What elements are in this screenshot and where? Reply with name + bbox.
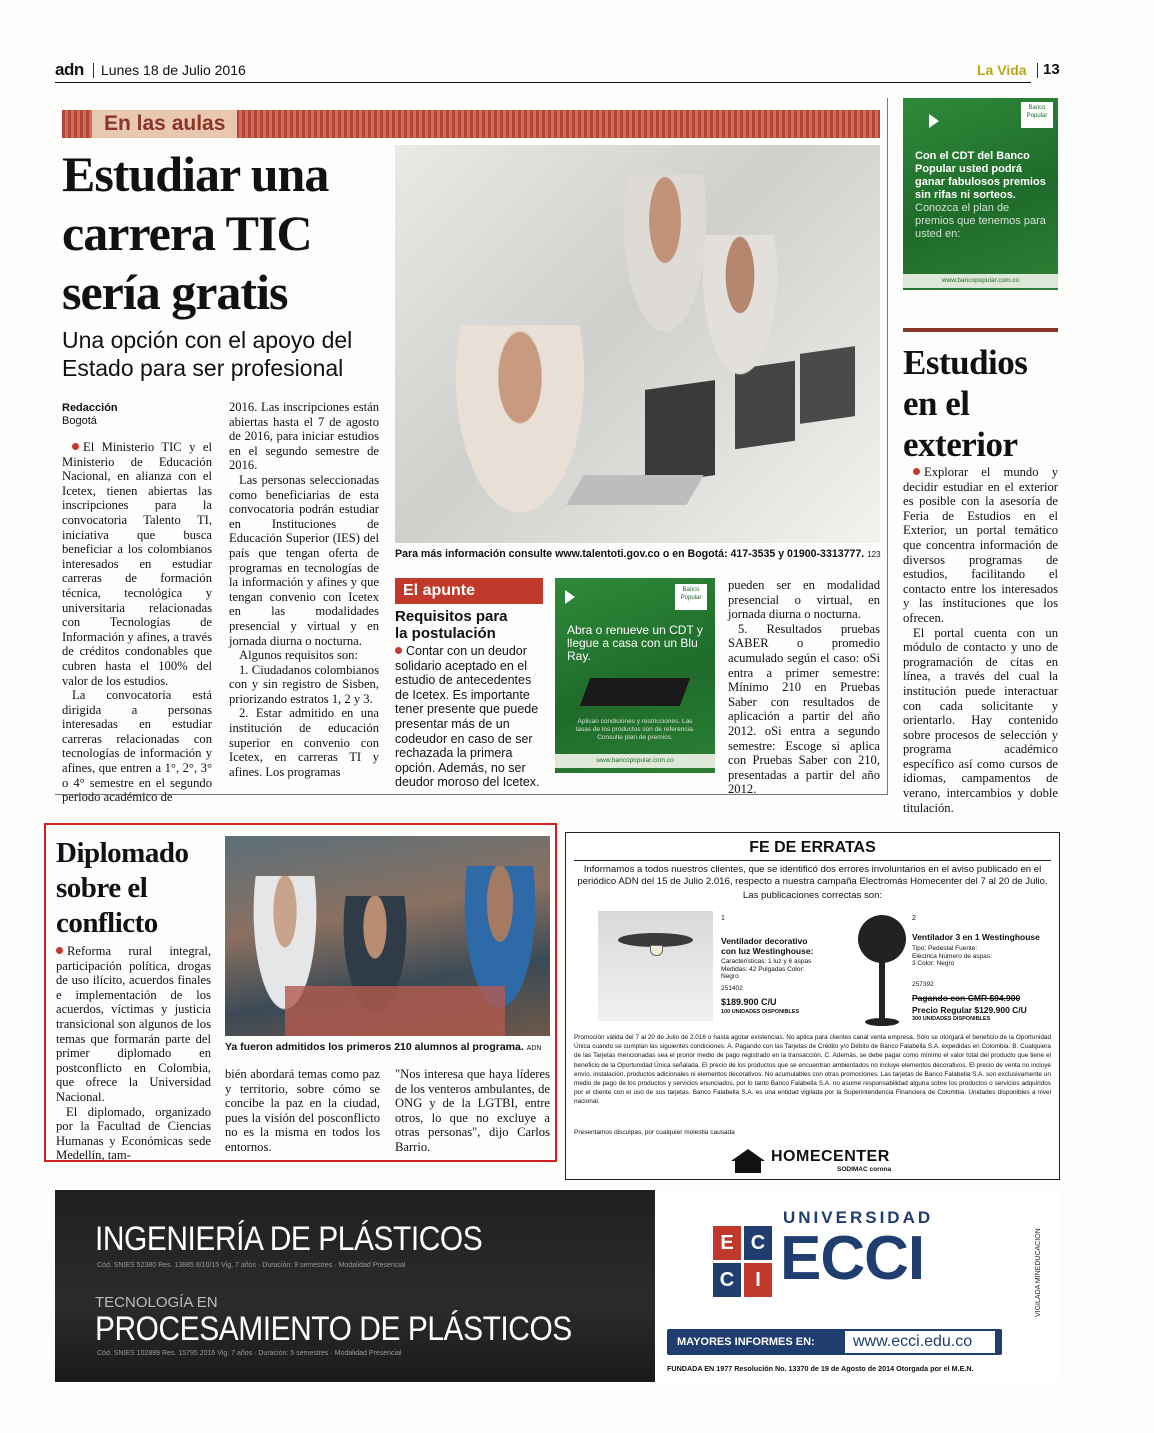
- apunte-label: El apunte: [395, 578, 543, 604]
- erratas-intro: Informamos a todos nuestros clientes, que se identificó dos errores involuntarios en el aviso publicado en el periódico ADN del 15 de Julio 2.016, respecto a nuestra campaña Electromás Homecenter del 7 al 20 de Julio.: [577, 864, 1048, 887]
- diplomado-photo-caption: [225, 1041, 550, 1053]
- call-center-photo: [395, 145, 880, 543]
- main-col-1: [62, 440, 212, 805]
- ad-cdt-bluray[interactable]: [555, 578, 715, 773]
- ad-top-text: [915, 150, 1050, 241]
- keyboard-shape: [566, 475, 703, 505]
- ecci-program-2-fine: Cód. SNIES 102889 Res. 15795 2016 Vig. 7 años · Duración: 5 semestres · Modalidad Presencial: [97, 1350, 402, 1357]
- main-col1-p1: El Ministerio TIC y el Ministerio de Educación Nacional, en alianza con el Icetex, tienen abiertas las inscripciones para la convocatoria Talento TI, iniciativa que busca beneficiar a los colombianos interesados en estudiar carreras de formación técnica, tecnológica y universitaria relacionadas con Tecnologías de Información y afines, a través de créditos condonables que cubren hasta el 100% del valor de los estudios.: [62, 440, 213, 688]
- headline-line-2: carrera TIC: [62, 205, 312, 261]
- product-1-image: [598, 911, 713, 1021]
- ecci-logo: [713, 1226, 773, 1296]
- homecenter-brand: HOMECENTER: [771, 1148, 890, 1165]
- monitor-shape: [800, 346, 855, 424]
- product-2-price-cmr: Pagando con CMR $94.900: [912, 993, 1021, 1003]
- photo-caption: [395, 548, 880, 560]
- ecci-logo-letter: C: [713, 1263, 741, 1297]
- main-col-4: [728, 578, 880, 797]
- ecci-logo-letter: I: [744, 1263, 772, 1297]
- sidebar-headline-line-1: Estudios: [903, 343, 1028, 382]
- product-1-number: 1: [721, 915, 725, 922]
- diplomado-p1: Reforma rural integral, participación política, drogas de uso ilícito, acuerdos finales e implementación de los acuerdos, víctimas y justicia transicional son algunos de los temas que formarán parte del primer diplomado en postconflicto en Colombia, que ofrece la Universidad Nacional.: [56, 944, 211, 1104]
- header-divider-right: [1037, 63, 1038, 78]
- diplomado-col-2: bién abordará temas como paz y territorio, sobre cómo se concibe la paz en la ciudad, pues la visión del posconflicto no es la misma en todos los entornos.: [225, 1067, 380, 1154]
- erratas-apology: Presentamos disculpas, por cualquier molestia causada: [574, 1129, 735, 1136]
- ad-top-text-light: Conozca el plan de premios que tenemos para usted en:: [915, 202, 1046, 240]
- person-silhouette: [695, 235, 785, 395]
- main-headline: [62, 145, 382, 322]
- byline-location: Bogotá: [62, 415, 97, 427]
- ecci-url[interactable]: www.ecci.edu.co: [845, 1331, 995, 1353]
- ecci-university-label: UNIVERSIDAD: [783, 1208, 934, 1227]
- product-2-price-regular: Precio Regular $129.900 C/U: [912, 1005, 1027, 1015]
- ecci-program-2: PROCESAMIENTO DE PLÁSTICOS: [95, 1310, 572, 1348]
- bank-logo-text: Banco Popular: [680, 587, 702, 601]
- fan-head-shape: [858, 915, 906, 963]
- erratas-title-rule: [574, 860, 1051, 861]
- bullet-icon: [72, 443, 79, 450]
- product-2-name: Ventilador 3 en 1 Westinghouse: [912, 932, 1040, 942]
- main-col4-p2: 5. Resultados pruebas SABER o promedio acumulado según el caso: oSi entra a primer semestre: Mínimo 210 en Pruebas Saber con resultados de aplicación a partir del año 2012. oSi entra a segundo semestre: Escoge si aplica con Pruebas Saber con 210, presentadas a partir del año 2012.: [728, 621, 880, 797]
- bullet-icon: [913, 468, 920, 475]
- ecci-program-1-fine: Cód. SNIES 52380 Res. 13885 8/10/15 Vig. 7 años · Duración: 9 semestres · Modalidad Presencial: [97, 1262, 406, 1269]
- apunte-body-text: Contar con un deudor solidario aceptado en el estudio de antecedentes de Icetex. Es importante tener presente que puede presentar más de un codeudor en caso de ser rechazada la primera opción. Además, no ser deudor moroso del Icetex.: [395, 644, 540, 790]
- ecci-university-name: ECCI: [780, 1224, 925, 1293]
- diplomado-col-3: "Nos interesa que haya líderes de los venteros ambulantes, de ONG y de la LGTBI, entre otros, lo que no excluye a otras personas", dijo Carlos Barrio.: [395, 1067, 550, 1154]
- main-col2-p1: 2016. Las inscripciones están abiertas hasta el 7 de agosto de 2016, para iniciar estudios en el segundo semestre de 2016.: [229, 400, 379, 473]
- homecenter-logo: [731, 1147, 921, 1175]
- bullet-icon: [395, 647, 402, 654]
- header-section: La Vida: [977, 62, 1027, 78]
- bank-logo-icon: [675, 584, 707, 610]
- bluray-box-shape: [580, 678, 690, 706]
- ad-bluray-headline: Abra o renueve un CDT y llegue a casa con un Blu Ray.: [567, 623, 703, 663]
- house-icon: [731, 1149, 765, 1161]
- adn-logo: adn: [55, 60, 84, 79]
- diplomado-headline-line-3: conflicto: [56, 907, 158, 939]
- product-1-details: Características: 1 luz y 6 aspas Medidas: 42 Pulgadas Color: Negro: [721, 958, 812, 980]
- sidebar-p1: Explorar el mundo y decidir estudiar en el exterior es posible con la asesoría de Feria de Estudios en el Exterior, un portal temático que concentra información de diversos programas de estudios, facilitando el contacto entre los interesados y las instituciones que los ofrecen.: [903, 465, 1058, 625]
- diplomado-p2: El diplomado, organizado por la Facultad de Ciencias Humanas y Económicas sede Medellín, tam-: [56, 1104, 211, 1163]
- students-photo: [225, 836, 550, 1036]
- diplomado-caption-text: Ya fueron admitidos los primeros 210 alumnos al programa.: [225, 1041, 524, 1053]
- apunte-title-line-2: la postulación: [395, 625, 496, 642]
- house-body-icon: [735, 1161, 761, 1173]
- subhead-line-1: Una opción con el apoyo del: [62, 327, 353, 353]
- header-date: Lunes 18 de Julio 2016: [101, 62, 246, 78]
- fan-light-icon: [650, 945, 663, 956]
- play-icon: [929, 114, 939, 128]
- ecci-founded: FUNDADA EN 1977 Resolución No. 13370 de 19 de Agosto de 2014 Otorgada por el M.E.N.: [667, 1364, 974, 1373]
- ecci-program-1: INGENIERÍA DE PLÁSTICOS: [95, 1220, 483, 1258]
- page-number: 13: [1043, 61, 1060, 78]
- headline-line-1: Estudiar una: [62, 146, 329, 202]
- ad-top-text-bold: Con el CDT del Banco Popular usted podrá ganar fabulosos premios sin rifas ni sorteos.: [915, 150, 1046, 201]
- main-col2-p2: Las personas seleccionadas como beneficiarias de esta convocatoria podrán estudiar en Instituciones de Educación Superior (IES) del país que tengan oferta de programas en tecnologías de la información y afines y que tengan convenio con Icetex en las modalidades presencial y virtual y en jornada diurna o nocturna.: [229, 472, 379, 648]
- diplomado-headline: [56, 836, 221, 941]
- header-rule: [55, 82, 1031, 83]
- photo-caption-text: Para más información consulte www.talentoti.gov.co o en Bogotá: 417-3535 y 01900-3313777.: [395, 548, 865, 560]
- apunte-title: [395, 608, 545, 642]
- page-header: [55, 60, 1060, 82]
- bank-logo-text: Banco Popular: [1026, 105, 1048, 119]
- headline-line-3: sería gratis: [62, 264, 288, 320]
- table-shape: [285, 986, 505, 1036]
- ad-bluray-url: www.bancopopular.com.co: [555, 754, 715, 768]
- product-1-units: 100 UNIDADES DISPONIBLES: [721, 1009, 800, 1015]
- fan-pole-shape: [879, 961, 885, 1019]
- ecci-program-2-prefix: TECNOLOGÍA EN: [95, 1294, 218, 1311]
- ad-bluray-fine: Aplican condiciones y restricciones. Las tasas de los productos son de referencia. Consulte plan de premios.: [575, 718, 695, 741]
- product-1-price: $189.900 C/U: [721, 997, 777, 1007]
- product-1-sku: 251402: [721, 985, 743, 992]
- product-2-details: Tipo: Pedestal Fuente: Eléctrica Número de aspas: 3 Color: Negro: [912, 945, 992, 967]
- byline-author: Redacción: [62, 402, 118, 414]
- kicker-label: En las aulas: [92, 110, 237, 138]
- photo-credit: 123: [867, 550, 881, 559]
- product-2-units: 300 UNIDADES DISPONIBLES: [912, 1016, 991, 1022]
- main-col2-p3: Algunos requisitos son:: [239, 648, 358, 663]
- sidebar-headline-line-3: exterior: [903, 425, 1018, 464]
- fan-base-shape: [865, 1018, 899, 1026]
- sidebar-headline: [903, 342, 1058, 465]
- ecci-ad[interactable]: [55, 1190, 1060, 1382]
- monitor-shape: [645, 380, 715, 485]
- sidebar-headline-line-2: en el: [903, 384, 970, 423]
- sidebar-body: [903, 465, 1058, 815]
- erratas-subtitle: Las publicaciones correctas son:: [742, 890, 883, 901]
- main-col1-p2: La convocatoria está dirigida a personas interesadas en estudiar carreras relacionadas con tecnologías de información y afines, que entren a 1°, 2°, 3° o 4° semestre en el segundo periodo académico de: [62, 688, 212, 805]
- main-col4-p1: pueden ser en modalidad presencial o virtual, en jornada diurna o nocturna.: [728, 578, 880, 622]
- sidebar-p2: El portal cuenta con un módulo de contacto y uno de programación de citas en línea, a través del cual la institución puede interactuar con cada solicitante y orientarlo. Hay contenido sobre procesos de selección y programa académico específico así como cursos de idiomas, campamentos de verano, intercambios y doble titulación.: [903, 625, 1058, 815]
- product-2-number: 2: [912, 915, 916, 922]
- ecci-vigilada: VIGILADA MINEDUCACIÓN: [1035, 1228, 1042, 1318]
- ecci-info-label: MAYORES INFORMES EN:: [677, 1336, 815, 1348]
- diplomado-headline-line-2: sobre el: [56, 872, 148, 904]
- header-divider: [93, 63, 94, 78]
- ecci-logo-letter: C: [744, 1226, 772, 1260]
- play-icon: [565, 590, 575, 604]
- main-col2-p4: 1. Ciudadanos colombianos con y sin registro de Sisben, priorizando estratos 1, 2 y 3.: [229, 662, 379, 706]
- apunte-body: [395, 644, 545, 790]
- diplomado-col-1: [56, 944, 211, 1163]
- main-col2-p5: 2. Estar admitido en una institución de educación superior en convenio con Icetex, en carreras TI y afines. Los programas: [229, 706, 379, 779]
- bank-logo-icon: [1021, 102, 1053, 128]
- ecci-logo-letter: E: [713, 1226, 741, 1260]
- product-2-sku: 257392: [912, 981, 934, 988]
- pedestal-fan-icon: [858, 915, 906, 1030]
- ad-cdt-top[interactable]: [903, 98, 1058, 290]
- erratas-title: FE DE ERRATAS: [749, 839, 876, 856]
- bullet-icon: [56, 947, 63, 954]
- fe-de-erratas-box: [565, 832, 1060, 1180]
- byline: [62, 402, 118, 428]
- main-col-2: [229, 400, 379, 779]
- main-subhead: [62, 326, 392, 382]
- homecenter-brand-sub: SODIMAC corona: [837, 1166, 892, 1173]
- sidebar-rule: [903, 328, 1058, 332]
- subhead-line-2: Estado para ser profesional: [62, 355, 344, 381]
- diplomado-photo-credit: ADN: [526, 1045, 542, 1052]
- product-1-name: Ventilador decorativo con luz Westinghouse:: [721, 936, 814, 956]
- erratas-legal: Promoción válida del 7 al 20 de Julio de 2.016 o hasta agotar existencias. No aplica para clientes canal venta empresa. Sólo se otorgará el beneficio de la Oportunidad Única cuando se cumplan las siguientes condiciones: A. Pagando con las Tarjetas de Crédito y/o Débito de Banco Falabella S.A. expedidas en Colombia. B. Cualquiera de las Tarjetas mencionadas sea el pronor medio de pago registrado en la transacción. C. Además, se debe pagar como mínimo el valor total del producto que tiene el beneficio de la Oportunidad Única señalada. El precio de los productos que se encuentran ambientados no incluye elementos decorativos. El precio de venta no incluye envío, instalación, productos adicionales ni elementos decorativos. No acumulables con otras promociones. Las tarjetas de Banco Falabella S.A. son exclusivamente un medio de pago de los productos y servicios enunciados, por lo tanto Banco Falabella S.A. no asume responsabilidad alguna sobre los productos o servicios adquiridos por el cliente con el uso de sus tarjetas. Banco Falabella S.A. es una entidad vigilada por la Superintendencia Financiera de Colombia. Unidades disponibles a nivel nacional.: [574, 1034, 1051, 1106]
- apunte-title-line-1: Requisitos para: [395, 608, 508, 625]
- ad-top-url: www.bancopopular.com.co: [903, 274, 1058, 288]
- diplomado-headline-line-1: Diplomado: [56, 837, 189, 869]
